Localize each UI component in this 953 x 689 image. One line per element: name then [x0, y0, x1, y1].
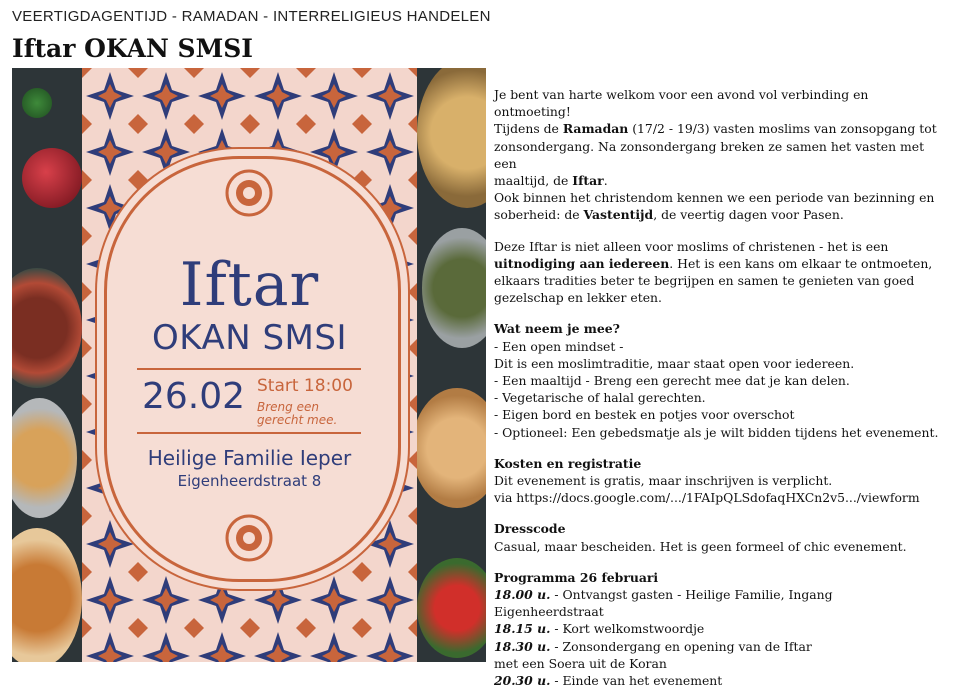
- para-line: gezelschap en lekker eten.: [494, 290, 662, 306]
- rice-plate: [417, 68, 486, 208]
- divider-top: [137, 368, 361, 370]
- flatbread: [412, 388, 486, 508]
- programme-item: 20.30 u. - Einde van het evenement: [494, 673, 723, 689]
- intro-line: zonsondergang. Na zonsondergang breken ze samen het vasten met een: [494, 138, 925, 171]
- list-item: - Optioneel: Een gebedsmatje als je wilt bidden tijdens het evenement.: [494, 424, 939, 440]
- section-heading: Kosten en registratie: [494, 455, 642, 471]
- top-rosette: [224, 168, 274, 218]
- herbs: [22, 88, 52, 118]
- registration-link[interactable]: via https://docs.google.com/.../1FAIpQLSdofaqHXCn2v5.../viewform: [494, 490, 920, 506]
- programme-item: 18.30 u. - Zonsondergang en opening van de Iftar: [494, 638, 812, 654]
- poster-start-time: Start 18:00: [257, 376, 353, 396]
- list-item: - Een maaltijd - Breng een gerecht mee dat je kan delen.: [494, 373, 850, 389]
- poster-date: 26.02: [142, 376, 246, 417]
- section-heading: Dresscode: [494, 521, 566, 537]
- dresscode-line: Casual, maar bescheiden. Het is geen formeel of chic evenement.: [494, 538, 907, 554]
- tomatoes: [417, 558, 486, 658]
- programme-item: 18.00 u. - Ontvangst gasten - Heilige Familie, Ingang Eigenheerdstraat: [494, 587, 833, 620]
- section-heading: Wat neem je mee?: [494, 321, 620, 337]
- poster-street: Eigenheerdstraat 8: [177, 472, 322, 490]
- list-item: Dit is een moslimtraditie, maar staat open voor iedereen.: [494, 355, 855, 371]
- poster-location: Heilige Familie Ieper: [147, 446, 352, 470]
- chicken-plate: [12, 528, 82, 662]
- baklava-plate: [12, 398, 77, 518]
- poster-title: Iftar: [179, 250, 320, 320]
- article-body: [494, 86, 946, 689]
- list-item: - Eigen bord en bestek en potjes voor overschot: [494, 407, 795, 423]
- intro-line: maaltijd, de Iftar.: [494, 173, 608, 189]
- programme-item: 18.15 u. - Kort welkomstwoordje: [494, 621, 705, 637]
- event-poster: [82, 68, 417, 662]
- poster-subtitle: OKAN SMSI: [152, 318, 347, 358]
- costs-line: Dit evenement is gratis, maar inschrijven is verplicht.: [494, 473, 833, 489]
- para-line: uitnodiging aan iedereen. Het is een kans om elkaar te ontmoeten,: [494, 255, 933, 271]
- intro-line: Tijdens de Ramadan (17/2 - 19/3) vasten moslims van zonsopgang tot: [494, 121, 937, 137]
- programme-item: met een Soera uit de Koran: [494, 655, 667, 671]
- intro-line: soberheid: de Vastentijd, de veertig dagen voor Pasen.: [494, 207, 844, 223]
- intro-line: Je bent van harte welkom voor een avond vol verbinding en ontmoeting!: [494, 87, 869, 120]
- para-line: elkaars tradities beter te begrijpen en samen te genieten van goed: [494, 273, 915, 289]
- list-item: - Een open mindset -: [494, 338, 624, 354]
- poster-bring-note: Breng een gerecht mee.: [257, 400, 338, 427]
- divider-bottom: [137, 432, 361, 434]
- page-title: Iftar OKAN SMSI: [12, 34, 253, 63]
- meatballs-bowl: [12, 268, 82, 388]
- pomegranate: [22, 148, 82, 208]
- section-heading: Programma 26 februari: [494, 569, 659, 585]
- intro-line: Ook binnen het christendom kennen we een periode van bezinning en: [494, 190, 935, 206]
- category-label: VEERTIGDAGENTIJD - RAMADAN - INTERRELIGIEUS HANDELEN: [12, 8, 491, 25]
- para-line: Deze Iftar is niet alleen voor moslims of christenen - het is een: [494, 238, 889, 254]
- bottom-rosette: [224, 513, 274, 563]
- grape-leaves-bowl: [422, 228, 486, 348]
- list-item: - Vegetarische of halal gerechten.: [494, 390, 706, 406]
